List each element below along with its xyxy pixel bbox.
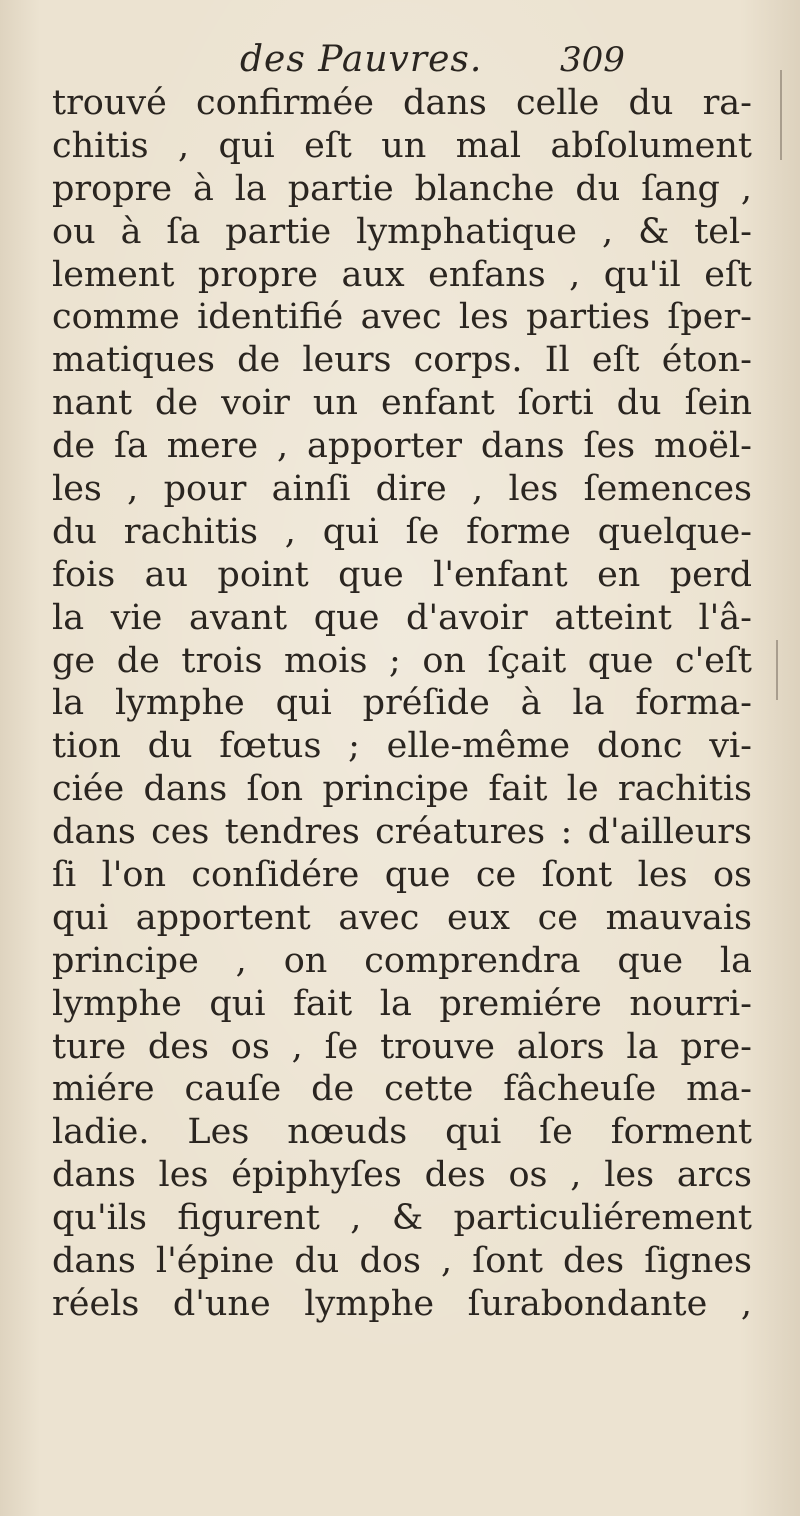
margin-scratch — [776, 640, 778, 700]
text-line: ture des os , ſe trouve alors la pre- — [52, 1026, 752, 1067]
text-line: lement propre aux enfans , qu'il eſt — [52, 254, 752, 295]
text-line: qui apportent avec eux ce mauvais — [52, 897, 752, 938]
running-head — [0, 40, 800, 80]
text-line: ladie. Les nœuds qui ſe forment — [52, 1112, 752, 1153]
text-line: miére cauſe de cette fâcheuſe ma- — [52, 1069, 752, 1110]
text-line: dans les épiphyſes des os , les arcs — [52, 1155, 752, 1196]
text-line: dans ces tendres créatures : d'ailleurs — [52, 812, 752, 853]
text-line: réels d'une lymphe ſurabondante , — [52, 1283, 752, 1324]
text-line: les , pour ainſi dire , les ſemences — [52, 469, 752, 510]
body-text — [52, 82, 752, 1326]
text-line: matiques de leurs corps. Il eſt éton- — [52, 340, 752, 381]
text-line: tion du fœtus ; elle-même donc vi- — [52, 726, 752, 767]
text-line: ge de trois mois ; on ſçait que c'eſt — [52, 640, 752, 681]
text-line: de ſa mere , apporter dans ſes moël- — [52, 426, 752, 467]
page-number: 309 — [560, 40, 625, 80]
text-line: propre à la partie blanche du ſang , — [52, 168, 752, 209]
text-line: ciée dans ſon principe fait le rachitis — [52, 769, 752, 810]
text-line: la vie avant que d'avoir atteint l'â- — [52, 597, 752, 638]
text-line: principe , on comprendra que la — [52, 940, 752, 981]
text-line: lymphe qui fait la premiére nourri- — [52, 983, 752, 1024]
text-line: chitis , qui eſt un mal abſolument — [52, 125, 752, 166]
text-line: la lymphe qui préſide à la forma- — [52, 683, 752, 724]
text-line: qu'ils figurent , & particuliérement — [52, 1198, 752, 1239]
text-line: comme identifié avec les parties ſper- — [52, 297, 752, 338]
text-line: fois au point que l'enfant en perd — [52, 554, 752, 595]
text-line: ſi l'on conſidére que ce ſont les os — [52, 855, 752, 896]
text-line: du rachitis , qui ſe forme quelque- — [52, 511, 752, 552]
running-title: des Pauvres. — [240, 39, 483, 80]
text-line: ou à ſa partie lymphatique , & tel- — [52, 211, 752, 252]
text-line: dans l'épine du dos , ſont des ſignes — [52, 1241, 752, 1282]
text-line: trouvé confirmée dans celle du ra- — [52, 83, 752, 123]
margin-scratch — [780, 70, 782, 160]
text-line: nant de voir un enfant ſorti du ſein — [52, 383, 752, 424]
